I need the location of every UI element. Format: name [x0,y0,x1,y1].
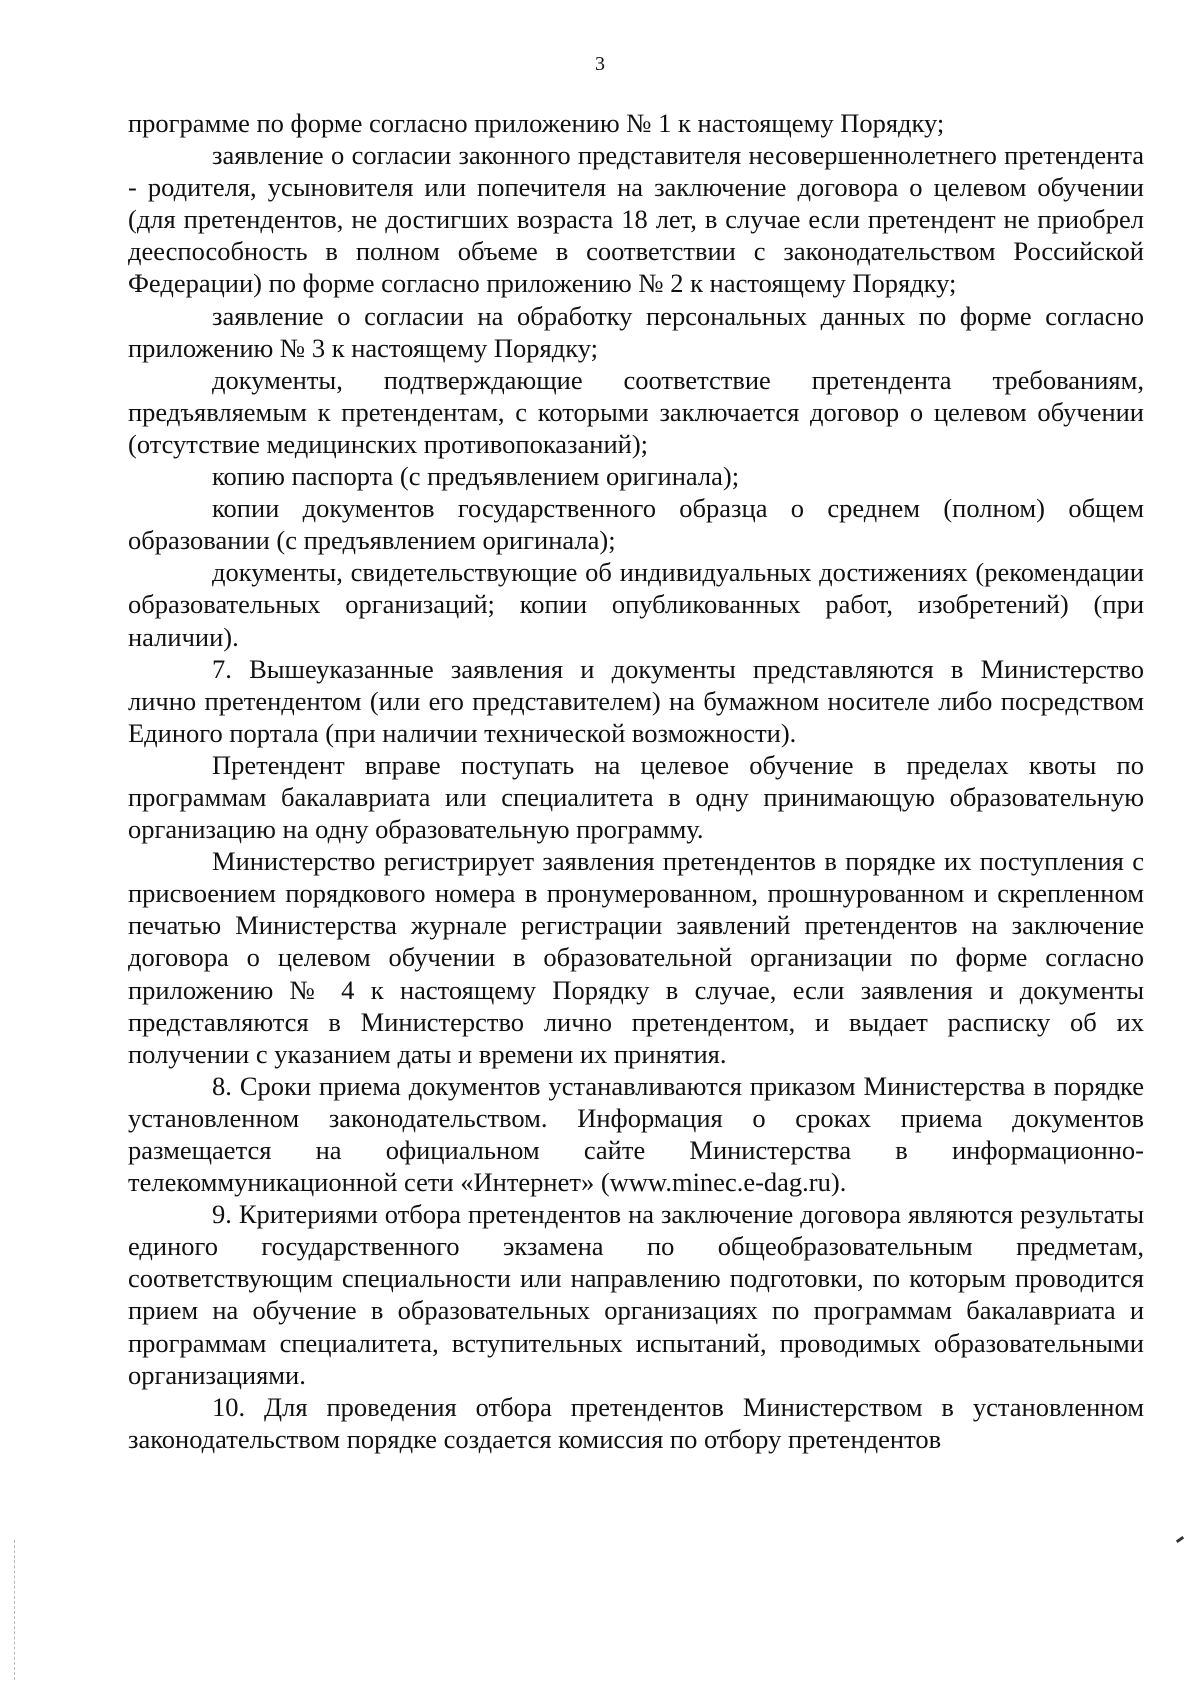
paragraph-passport-copy: копию паспорта (с предъявлением оригинала); [212,461,740,492]
scan-margin-artifact [14,1540,17,1680]
paragraph-achievements: документы, свидетельствующие об индивидуальных достижениях (рекомендации образовательных организаций; копии опубликованных работ, изобретений) (при наличии). [128,557,1144,652]
paragraph-registration: Министерство регистрирует заявления претендентов в порядке их поступления с присвоением порядкового номера в пронумерованном, прошнурованном и скрепленном печатью Министерства журнале регистрации заявлений претендентов на заключение договора о целевом обучении в образовательной организации по форме согласно приложению № 4 к настоящему Порядку в случае, если заявления и документы представляются в Министерство лично претендентом, и выдает расписку об их получении с указанием даты и времени их принятия. [128,846,1144,1069]
scan-mark-artifact [1176,1536,1184,1543]
document-body [128,107,1144,1455]
page-number: 3 [595,53,605,75]
paragraph-item-7: 7. Вышеуказанные заявления и документы представляются в Министерство лично претендентом (или его представителем) на бумажном носителе либо посредством Единого портала (при наличии технической возможности). [128,653,1144,748]
paragraph-item-8: 8. Сроки приема документов устанавливаются приказом Министерства в порядке установленном законодательством. Информация о сроках приема документов размещается на официальном сайте Министерства в информационно-телекоммуникационной сети «Интернет» (www.minec.e-dag.ru). [128,1070,1144,1198]
paragraph-item-9: 9. Критериями отбора претендентов на заключение договора являются результаты единого государственного экзамена по общеобразовательным предметам, соответствующим специальности или направлению подготовки, по которым проводится прием на обучение в образовательных организациях по программам бакалавриата и программам специалитета, вступительных испытаний, проводимых образовательными организациями. [128,1199,1144,1390]
paragraph-quota: Претендент вправе поступать на целевое обучение в пределах квоты по программам бакалавриата или специалитета в одну принимающую образовательную организацию на одну образовательную программу. [128,749,1144,845]
paragraph-guardian-consent: заявление о согласии законного представителя несовершеннолетнего претендента - родителя, усыновителя или попечителя на заключение договора о целевом обучении (для претендентов, не достигших возраста 18 лет, в случае если претендент не приобрел дееспособность в полном объеме в соответствии с законодательством Российской Федерации) по форме согласно приложению № 2 к настоящему Порядку; [128,140,1144,299]
paragraph-continuation: программе по форме согласно приложению № 1 к настоящему Порядку; [128,108,945,138]
paragraph-education-documents: копии документов государственного образца о среднем (полном) общем образовании (с предъявлением оригинала); [128,493,1144,556]
paragraph-item-10: 10. Для проведения отбора претендентов Министерством в установленном законодательством порядке создается комиссия по отбору претендентов [128,1391,1144,1454]
paragraph-medical-documents: документы, подтверждающие соответствие претендента требованиям, предъявляемым к претендентам, с которыми заключается договор о целевом обучении (отсутствие медицинских противопоказаний); [128,364,1144,459]
paragraph-personal-data-consent: заявление о согласии на обработку персональных данных по форме согласно приложению № 3 к настоящему Порядку; [128,300,1144,363]
